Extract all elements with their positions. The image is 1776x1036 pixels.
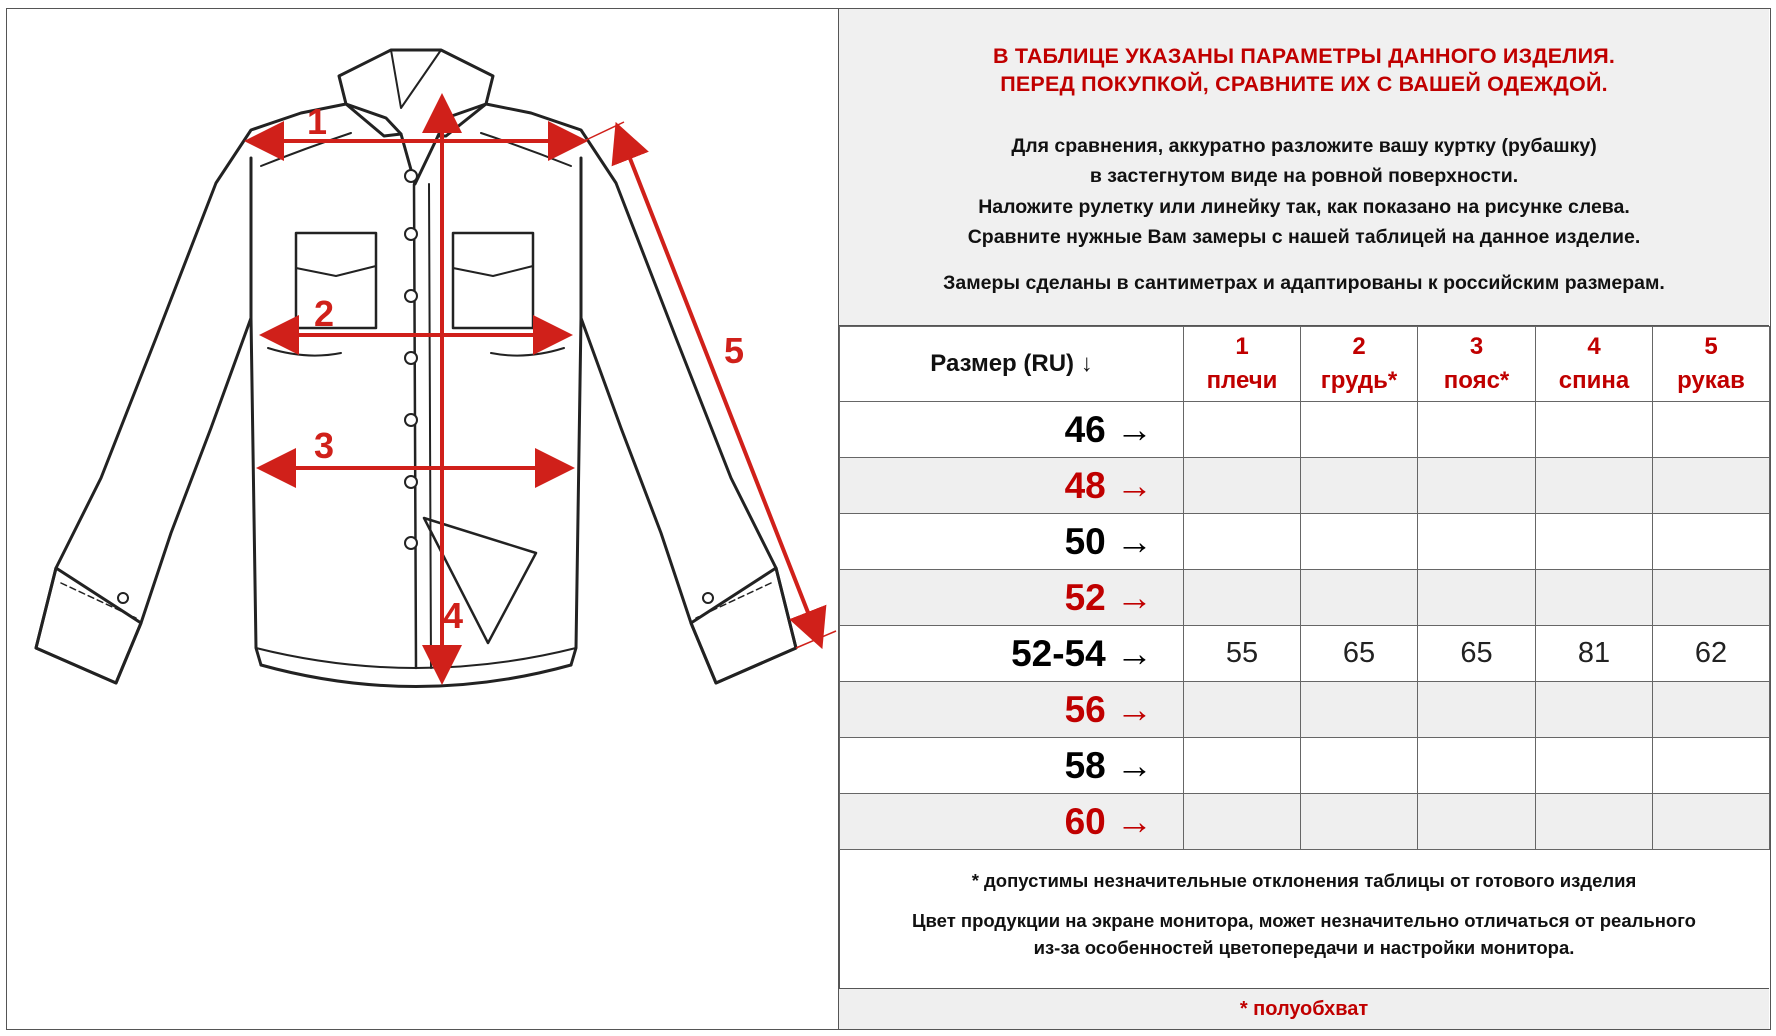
label-4: 4	[442, 595, 464, 636]
table-row	[840, 402, 1770, 458]
table-row	[840, 458, 1770, 514]
instruction-line-3: Наложите рулетку или линейку так, как показано на рисунке слева.	[978, 196, 1630, 218]
size-cell: 52-54 →	[840, 626, 1184, 682]
measurement-cell	[1653, 570, 1770, 626]
measurement-cell	[1301, 682, 1418, 738]
col-header-sleeve: 5 рукав	[1653, 327, 1770, 402]
size-cell: 52 →	[840, 570, 1184, 626]
measurement-cell	[1418, 458, 1536, 514]
measurement-cell	[1184, 458, 1301, 514]
button	[405, 228, 417, 240]
color-note-line-1: Цвет продукции на экране монитора, может незначительно отличаться от реального	[912, 910, 1696, 931]
label-1: 1	[306, 101, 328, 142]
measurement-cell	[1184, 570, 1301, 626]
instructions-header	[839, 9, 1769, 326]
shirt-diagram	[6, 8, 838, 1030]
measurement-cell	[1653, 458, 1770, 514]
button	[405, 352, 417, 364]
size-table	[839, 326, 1770, 850]
measurement-cell	[1301, 570, 1418, 626]
measurement-cell	[1536, 514, 1653, 570]
measurement-cell	[1301, 738, 1418, 794]
measurement-cell: 62	[1653, 626, 1770, 682]
measurement-cell	[1418, 738, 1536, 794]
left-sleeve	[36, 104, 346, 683]
size-table-body	[840, 402, 1770, 850]
measurement-cell	[1536, 402, 1653, 458]
button	[405, 290, 417, 302]
warning-line-2: ПЕРЕД ПОКУПКОЙ, СРАВНИТЕ ИХ С ВАШЕЙ ОДЕЖДОЙ.	[1000, 72, 1608, 96]
footer-note	[839, 989, 1769, 1029]
measurement-cell: 55	[1184, 626, 1301, 682]
measurement-cell	[1184, 402, 1301, 458]
instruction-line-4: Сравните нужные Вам замеры с нашей таблицей на данное изделие.	[967, 226, 1641, 248]
measure-arrow-sleeve	[620, 133, 818, 638]
notes-section	[839, 857, 1769, 989]
deviation-note: * допустимы незначительные отклонения таблицы от готового изделия	[971, 870, 1637, 891]
shirt-diagram-panel	[6, 8, 838, 1030]
footer-text: * полуобхват	[1239, 998, 1369, 1020]
table-row	[840, 682, 1770, 738]
size-cell: 50 →	[840, 514, 1184, 570]
col-header-shoulders: 1 плечи	[1184, 327, 1301, 402]
measurement-cell	[1418, 570, 1536, 626]
measurement-cell	[1301, 514, 1418, 570]
measurement-cell	[1653, 738, 1770, 794]
size-cell: 56 →	[840, 682, 1184, 738]
measurement-cell: 65	[1418, 626, 1536, 682]
right-pocket	[453, 233, 533, 328]
measurement-cell	[1184, 794, 1301, 850]
size-cell: 46 →	[840, 402, 1184, 458]
size-cell: 48 →	[840, 458, 1184, 514]
measurement-cell	[1536, 570, 1653, 626]
measurement-cell	[1301, 402, 1418, 458]
measurement-cell	[1184, 514, 1301, 570]
size-column-header: Размер (RU) ↓	[840, 327, 1184, 402]
left-pocket	[296, 233, 376, 328]
measurement-cell	[1653, 682, 1770, 738]
size-cell: 60 →	[840, 794, 1184, 850]
table-row	[840, 738, 1770, 794]
measurement-cell	[1653, 402, 1770, 458]
measurement-cell	[1184, 682, 1301, 738]
measurement-cell	[1536, 794, 1653, 850]
col-header-back: 4 спина	[1536, 327, 1653, 402]
table-row	[840, 794, 1770, 850]
units-note: Замеры сделаны в сантиметрах и адаптированы к российским размерам.	[943, 272, 1665, 294]
measurement-cell	[1536, 738, 1653, 794]
measurement-cell	[1653, 794, 1770, 850]
measurement-cell	[1418, 794, 1536, 850]
measurement-cell: 65	[1301, 626, 1418, 682]
left-cuff	[36, 568, 141, 683]
label-5: 5	[723, 330, 745, 371]
size-info-panel	[839, 9, 1769, 1029]
measurement-cell	[1301, 794, 1418, 850]
table-row	[840, 570, 1770, 626]
measurement-cell	[1418, 402, 1536, 458]
measurement-cell	[1301, 458, 1418, 514]
cuff-button	[118, 593, 128, 603]
col-header-chest: 2 грудь*	[1301, 327, 1418, 402]
label-3: 3	[313, 425, 335, 466]
instruction-line-1: Для сравнения, аккуратно разложите вашу куртку (рубашку)	[1011, 135, 1597, 157]
color-note-line-2: из-за особенностей цветопередачи и настройки монитора.	[1033, 937, 1575, 958]
measurement-cell	[1184, 738, 1301, 794]
measurement-cell	[1418, 682, 1536, 738]
button	[405, 476, 417, 488]
measurement-cell: 81	[1536, 626, 1653, 682]
label-2: 2	[313, 293, 335, 334]
measurement-cell	[1418, 514, 1536, 570]
col-header-waist: 3 пояс*	[1418, 327, 1536, 402]
right-cuff	[691, 568, 796, 683]
button	[405, 414, 417, 426]
measurement-cell	[1536, 682, 1653, 738]
button	[405, 537, 417, 549]
measurement-cell	[1653, 514, 1770, 570]
table-row	[840, 626, 1770, 682]
instruction-line-2: в застегнутом виде на ровной поверхности.	[1089, 165, 1519, 187]
size-cell: 58 →	[840, 738, 1184, 794]
body-left-side	[251, 158, 261, 665]
body-right-side	[571, 158, 581, 665]
warning-line-1: В ТАБЛИЦЕ УКАЗАНЫ ПАРАМЕТРЫ ДАННОГО ИЗДЕЛИЯ.	[992, 44, 1616, 68]
measurement-cell	[1536, 458, 1653, 514]
button	[405, 170, 417, 182]
table-header-row	[840, 327, 1770, 402]
cuff-button	[703, 593, 713, 603]
table-row	[840, 514, 1770, 570]
